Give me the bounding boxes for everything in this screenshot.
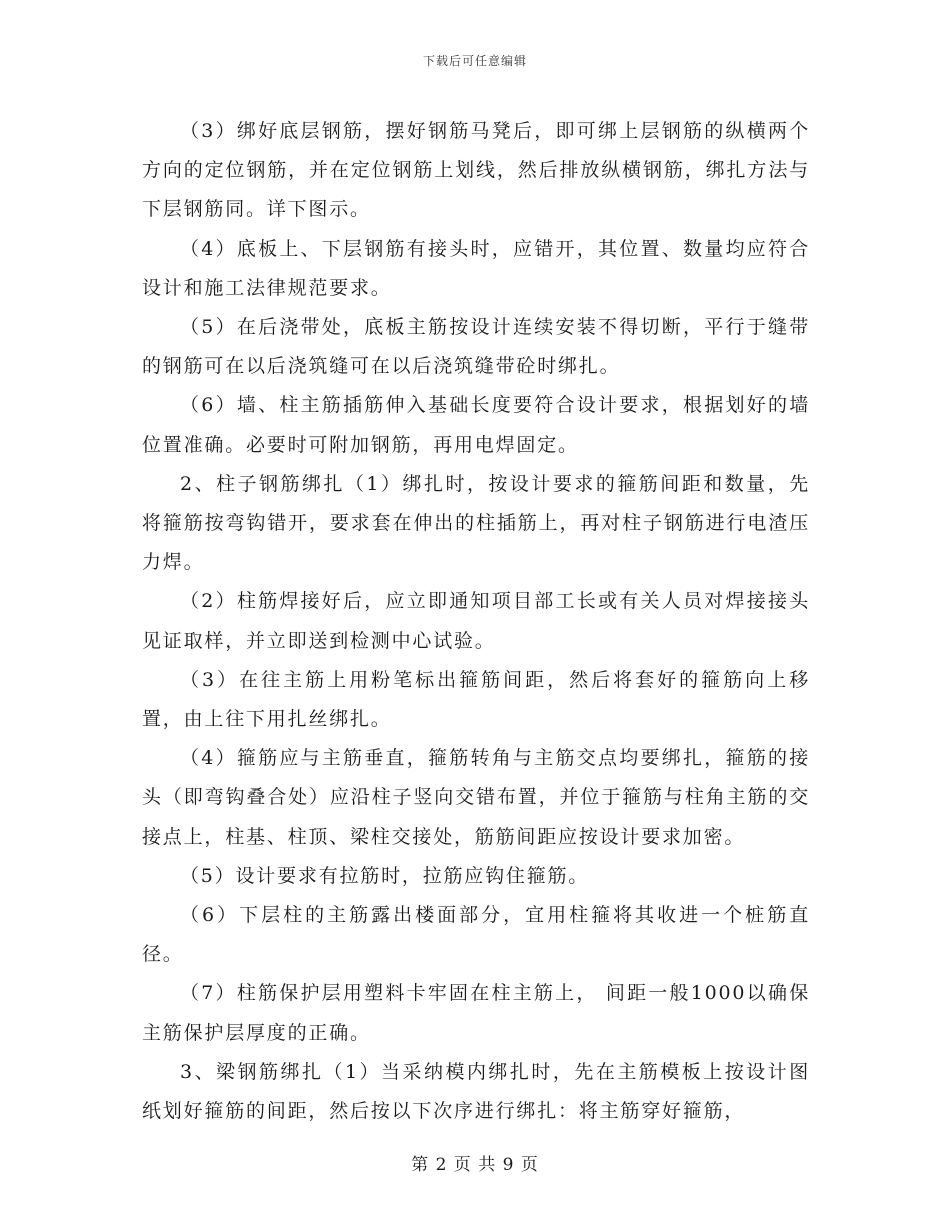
paragraph: （5）在后浇带处，底板主筋按设计连续安装不得切断，平行于缝带的钢筋可在以后浇筑缝可在以后浇筑缝带砼时绑扎。 [142,316,810,378]
paragraph: （3）绑好底层钢筋，摆好钢筋马凳后，即可绑上层钢筋的纵横两个方向的定位钢筋，并在定位钢筋上划线，然后排放纵横钢筋，绑扎方法与下层钢筋同。详下图示。 [142,120,810,221]
paragraph: 3、梁钢筋绑扎（1）当采纳模内绑扎时，先在主筋模板上按设计图纸划好箍筋的间距，然后按以下次序进行绑扎：将主筋穿好箍筋， [142,1060,810,1123]
paragraph: （4）箍筋应与主筋垂直，箍筋转角与主筋交点均要绑扎，箍筋的接头（即弯钩叠合处）应沿柱子竖向交错布置，并位于箍筋与柱角主筋的交接点上，柱基、柱顶、梁柱交接处，筋筋间距应按设计要求加密。 [142,747,810,848]
paragraph: （6）下层柱的主筋露出楼面部分，宜用柱箍将其收进一个桩筋直径。 [142,904,810,966]
paragraph: 2、柱子钢筋绑扎（1）绑扎时，按设计要求的箍筋间距和数量，先将箍筋按弯钩错开，要求套在伸出的柱插筋上，再对柱子钢筋进行电渣压力焊。 [142,472,810,574]
page-header: 下载后可任意编辑 [422,54,527,68]
document-body [142,112,810,1131]
paragraph: （6）墙、柱主筋插筋伸入基础长度要符合设计要求，根据划好的墙位置准确。必要时可附加钢筋，再用电焊固定。 [142,394,810,456]
page-number: 第 2 页 共 9 页 [411,1155,539,1175]
paragraph: （7）柱筋保护层用塑料卡牢固在柱主筋上， 间距一般1000以确保主筋保护层厚度的正确。 [142,982,810,1044]
paragraph: （4）底板上、下层钢筋有接头时，应错开，其位置、数量均应符合设计和施工法律规范要求。 [142,237,810,299]
paragraph: （2）柱筋焊接好后，应立即通知项目部工长或有关人员对焊接接头见证取样，并立即送到检测中心试验。 [142,590,810,652]
paragraph: （3）在往主筋上用粉笔标出箍筋间距，然后将套好的箍筋向上移置，由上往下用扎丝绑扎。 [142,668,810,731]
paragraph: （5）设计要求有拉筋时，拉筋应钩住箍筋。 [180,864,590,887]
